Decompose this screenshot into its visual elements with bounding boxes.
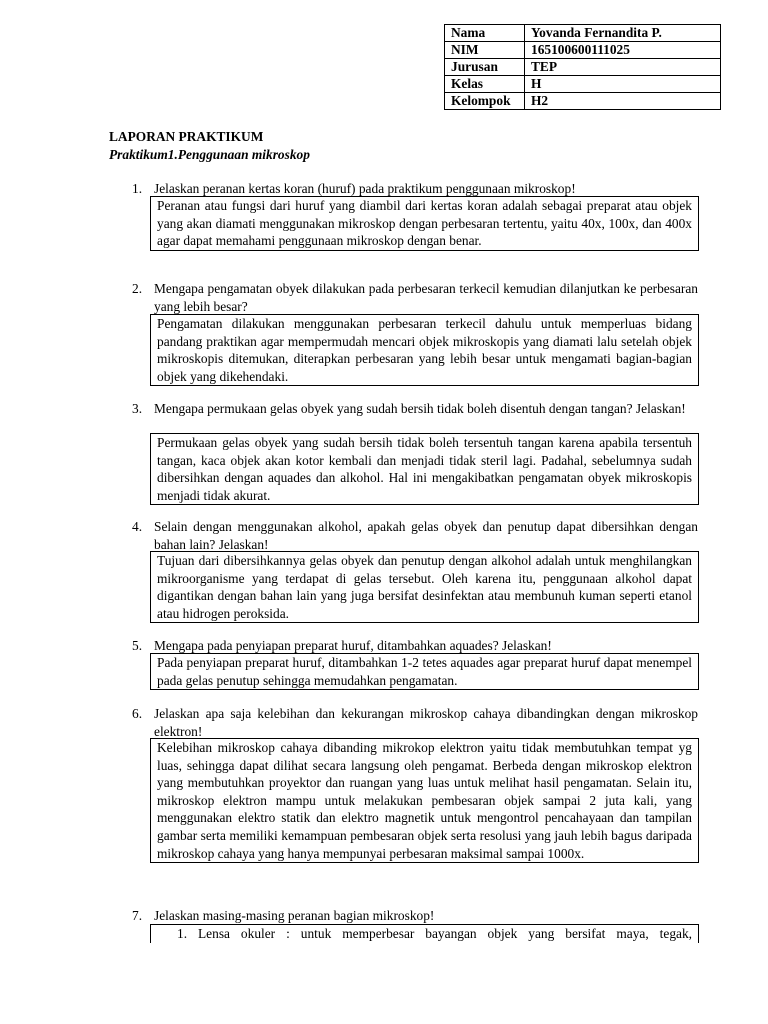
question-number: 6. xyxy=(132,706,143,721)
report-subtitle: Praktikum1.Penggunaan mikroskop xyxy=(109,147,310,162)
answer-box-5: Pada penyiapan preparat huruf, ditambahkan 1-2 tetes aquades agar preparat huruf dapat menempel pada gelas penutup sehingga memudahkan pengamatan. xyxy=(150,653,699,690)
question-7 xyxy=(132,907,698,925)
question-number: 7. xyxy=(132,908,143,923)
question-text: Jelaskan apa saja kelebihan dan kekurangan mikroskop cahaya dibandingkan dengan mikroskop elektron! xyxy=(154,706,698,739)
question-3 xyxy=(132,400,698,418)
question-text: Mengapa pada penyiapan preparat huruf, ditambahkan aquades? Jelaskan! xyxy=(154,638,552,653)
identity-label: Kelompok xyxy=(445,93,525,110)
question-number: 3. xyxy=(132,401,143,416)
question-text: Mengapa permukaan gelas obyek yang sudah bersih tidak boleh disentuh dengan tangan? Jelaskan! xyxy=(154,401,686,416)
identity-value: TEP xyxy=(525,59,721,76)
answer-box-2: Pengamatan dilakukan menggunakan perbesaran terkecil dahulu untuk memperluas bidang pandang praktikan agar mempermudah mencari objek mikroskopis yang diamati lalu setelah objek mikroskopis ditemukan, diterapkan perbesaran yang lebih besar untuk mengamati bagian-bagian objek yang dikehendaki. xyxy=(150,314,699,386)
identity-row xyxy=(445,59,721,76)
answer-box-4: Tujuan dari dibersihkannya gelas obyek dan penutup dengan alkohol adalah untuk menghilangkan mikroorganisme yang terdapat di gelas tersebut. Oleh karena itu, penggunaan alkohol dapat digantikan dengan bahan lain yang juga bersifat desinfektan atau membunuh kuman seperti etanol atau hidrogen peroksida. xyxy=(150,551,699,623)
identity-value: 165100600111025 xyxy=(525,42,721,59)
question-number: 4. xyxy=(132,519,143,534)
question-number: 5. xyxy=(132,638,143,653)
report-heading xyxy=(109,128,310,164)
identity-label: NIM xyxy=(445,42,525,59)
question-2 xyxy=(132,280,698,315)
identity-row xyxy=(445,93,721,110)
identity-row xyxy=(445,25,721,42)
question-6 xyxy=(132,705,698,740)
question-text: Selain dengan menggunakan alkohol, apakah gelas obyek dan penutup dapat dibersihkan dengan bahan lain? Jelaskan! xyxy=(154,519,698,552)
question-number: 2. xyxy=(132,281,143,296)
answer-box-1: Peranan atau fungsi dari huruf yang diambil dari kertas koran adalah sebagai preparat atau objek yang akan diamati menggunakan mikroskop dengan perbesaran tertentu, yaitu 40x, 100x, dan 400x agar dapat memahami penggunaan mikroskop dengan benar. xyxy=(150,196,699,251)
identity-row xyxy=(445,42,721,59)
question-1 xyxy=(132,180,698,198)
report-title: LAPORAN PRAKTIKUM xyxy=(109,129,264,144)
answer-box-3: Permukaan gelas obyek yang sudah bersih tidak boleh tersentuh tangan karena apabila tersentuh tangan, kaca objek akan kotor kembali dan menjadi tidak steril lagi. Padahal, sebelumnya sudah dibersihkan dengan aquades dan alkohol. Hal ini mengakibatkan pengamatan obyek mikroskopis menjadi tidak akurat. xyxy=(150,433,699,505)
question-4 xyxy=(132,518,698,553)
answer-box-6: Kelebihan mikroskop cahaya dibanding mikrokop elektron yaitu tidak membutuhkan tempat yg luas, sehingga dapat dilihat secara langsung oleh pengamat. Berbeda dengan mikroskop elektron yang membutuhkan proyektor dan ruangan yang luas untuk melihat hasil pengamatan. Selain itu, mikroskop elektron mampu untuk melakukan pembesaran objek sampai 2 juta kali, yang menggunakan elektro statik dan elektro magnetik untuk mengontrol pencahayaan dan tampilan gambar serta memiliki kemampuan pembesaran objek serta resolusi yang jauh lebih bagus daripada mikroskop cahaya yang hanya mempunyai perbesaran maksimal sampai 1000x. xyxy=(150,738,699,863)
identity-table xyxy=(444,24,721,110)
question-text: Mengapa pengamatan obyek dilakukan pada perbesaran terkecil kemudian dilanjutkan ke perbesaran yang lebih besar? xyxy=(154,281,698,314)
question-text: Jelaskan masing-masing peranan bagian mikroskop! xyxy=(154,908,435,923)
identity-label: Kelas xyxy=(445,76,525,93)
answer-box-7: 1. Lensa okuler : untuk memperbesar bayangan objek yang bersifat maya, tegak, xyxy=(150,924,699,943)
question-5 xyxy=(132,637,698,655)
question-text: Jelaskan peranan kertas koran (huruf) pada praktikum penggunaan mikroskop! xyxy=(154,181,576,196)
identity-label: Jurusan xyxy=(445,59,525,76)
identity-value: H2 xyxy=(525,93,721,110)
identity-label: Nama xyxy=(445,25,525,42)
question-number: 1. xyxy=(132,181,143,196)
identity-value: H xyxy=(525,76,721,93)
identity-row xyxy=(445,76,721,93)
identity-value: Yovanda Fernandita P. xyxy=(525,25,721,42)
